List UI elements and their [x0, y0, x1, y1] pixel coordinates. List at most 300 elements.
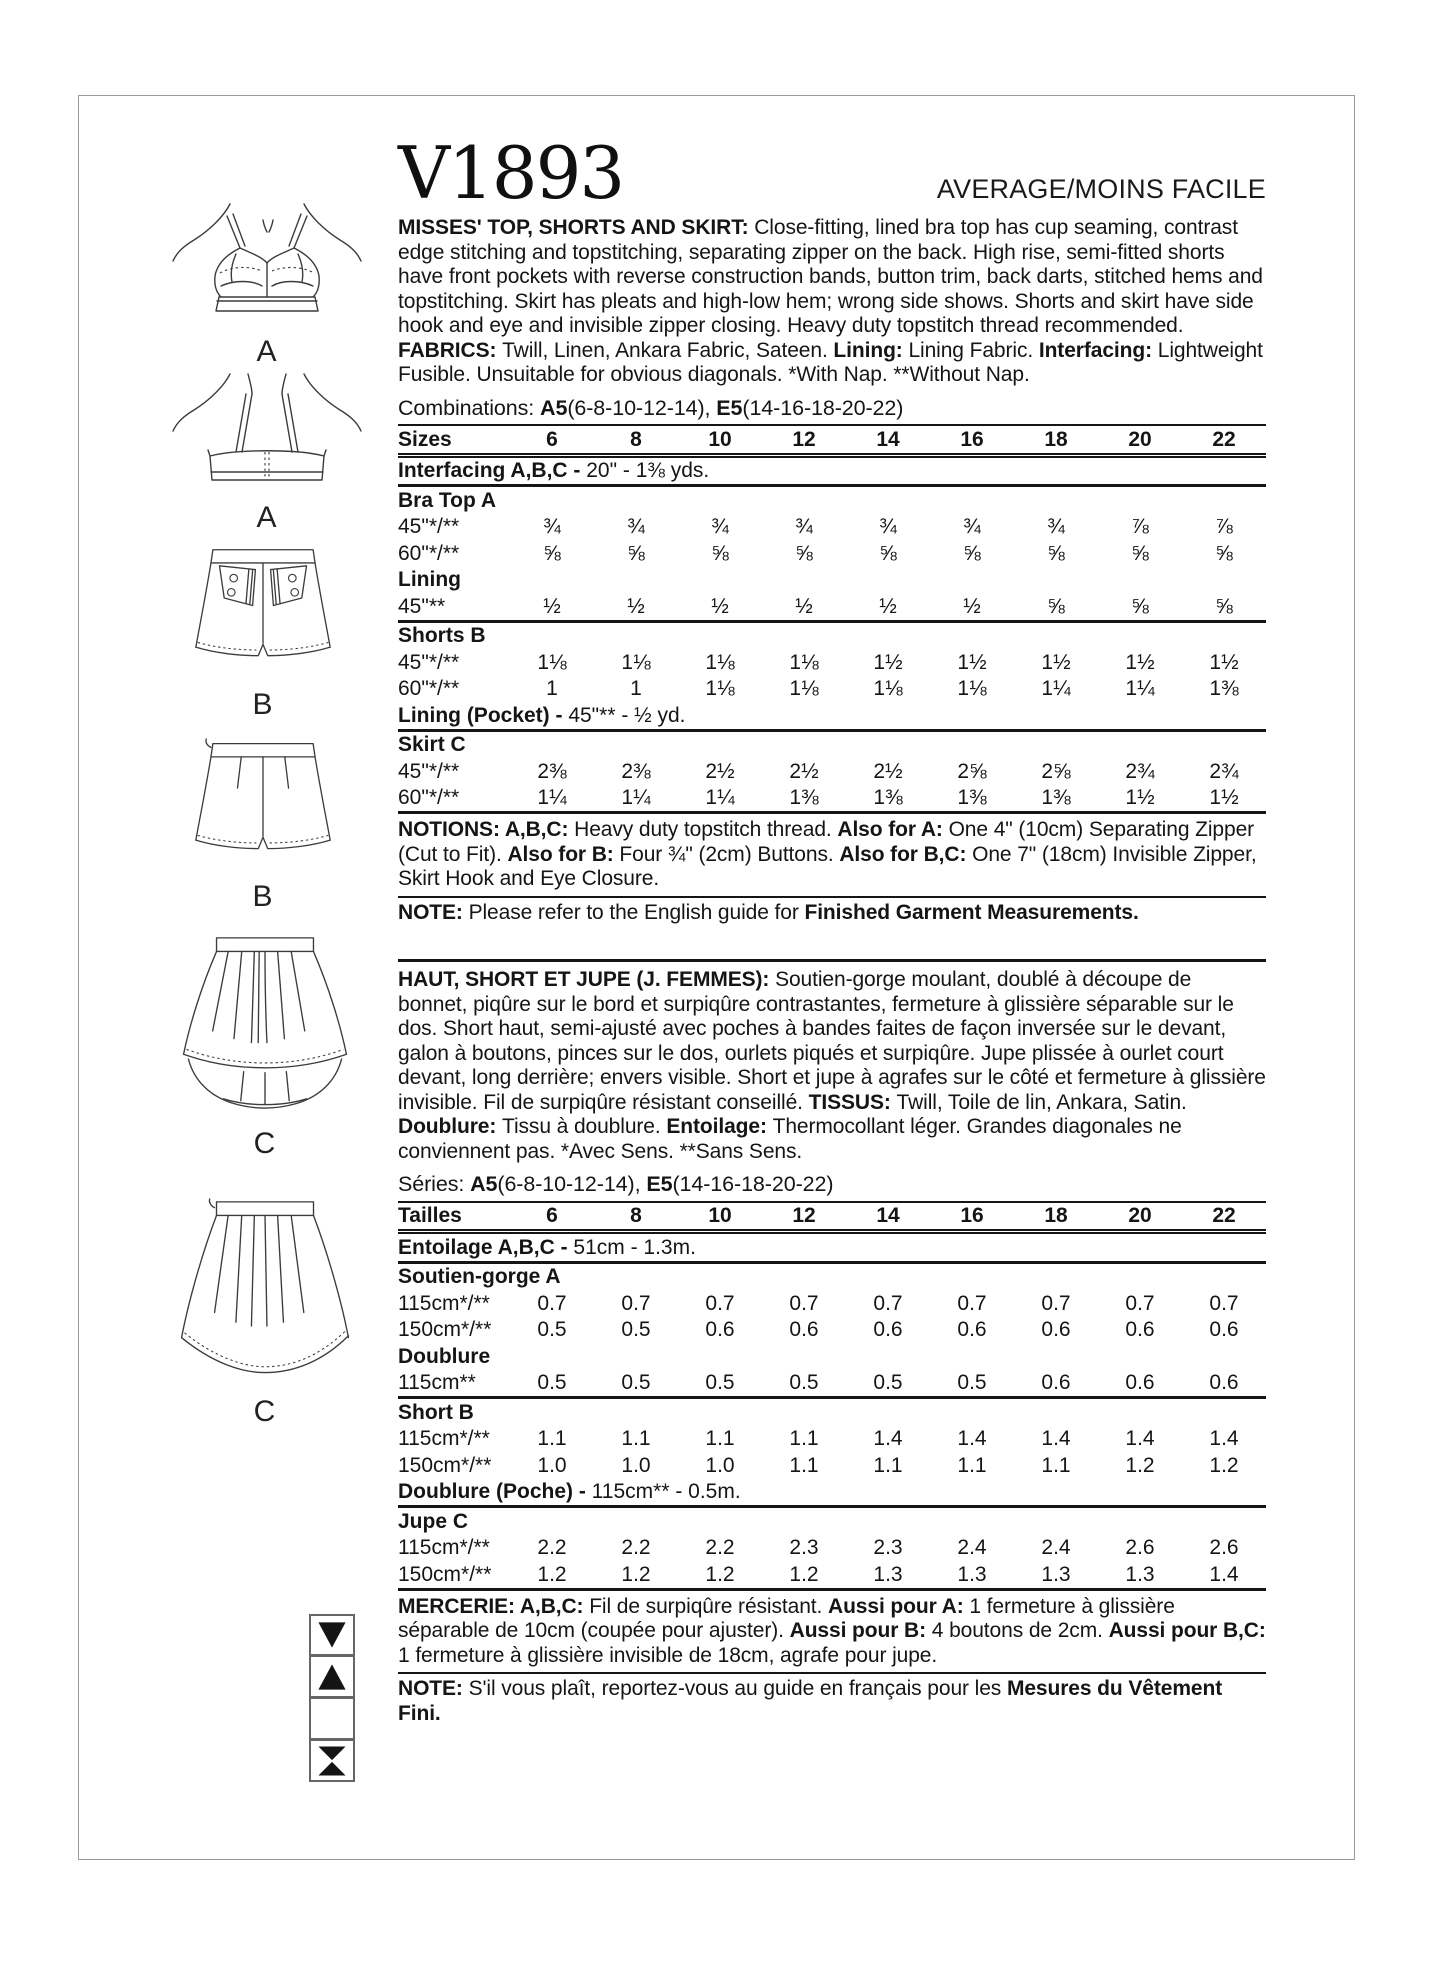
fabric-width-label: 150cm*/**: [398, 1453, 492, 1477]
garment-section-label: [398, 1398, 1266, 1426]
combinations-line: [398, 396, 1266, 421]
yardage-value: ⅝: [879, 541, 897, 565]
yardage-value: 1.4: [1209, 1427, 1239, 1451]
illustration-skirt-front: [162, 934, 368, 1161]
yardage-value: 1⅜: [762, 785, 846, 813]
bold-text-run: MERCERIE: A,B,C:: [398, 1594, 590, 1618]
table-row-section: [398, 1507, 1266, 1535]
view-label: C: [253, 1395, 277, 1428]
bold-text-run: NOTE:: [398, 900, 469, 924]
table-header-row: [398, 425, 1266, 455]
bra-top-back-drawing: [172, 372, 362, 498]
fabric-width-label: 150cm*/**: [398, 1318, 492, 1342]
yardage-value: ⅝: [963, 541, 981, 565]
fabric-width-label: 115cm**: [398, 1370, 510, 1398]
yardage-value: 1⅛: [957, 677, 987, 701]
yardage-value: 0.7: [537, 1291, 567, 1315]
yardage-value: 2.4: [957, 1536, 987, 1560]
size-column-header: 8: [594, 1202, 678, 1232]
notions-text: [398, 818, 1266, 898]
triangle-up-icon: [309, 1656, 355, 1698]
full-width-info: [398, 702, 1266, 730]
yardage-value: 0.5: [510, 1370, 594, 1398]
yardage-value: 1.4: [957, 1427, 987, 1451]
garment-section-label: [398, 621, 1266, 649]
bold-text-run: Aussi pour A:: [828, 1594, 970, 1618]
yardage-value: 2.6: [1209, 1536, 1239, 1560]
table-row-section: [398, 1398, 1266, 1426]
yardage-value: 2.2: [537, 1536, 567, 1560]
yardage-value: ¾: [711, 515, 729, 539]
bold-text-run: Aussi pour B,C:: [1108, 1619, 1266, 1642]
french-yardage-table: [398, 1201, 1266, 1591]
view-label: B: [252, 688, 274, 721]
english-description: [398, 216, 1266, 388]
yardage-value: 1.1: [957, 1453, 987, 1477]
bold-text-run: Doublure:: [398, 1115, 502, 1138]
skirt-front-drawing: [162, 934, 368, 1124]
yardage-value: 0.7: [1209, 1291, 1239, 1315]
yardage-value: 1.2: [1125, 1453, 1155, 1477]
yardage-value: 0.5: [762, 1370, 846, 1398]
yardage-value: 2½: [873, 759, 903, 783]
text-run: 1 fermeture à glissière invisible de 18cm, agrafe pour jupe.: [398, 1643, 938, 1667]
size-column-header: 12: [762, 425, 846, 455]
text-run: Twill, Linen, Ankara Fabric, Sateen.: [502, 338, 834, 362]
yardage-value: 1.2: [762, 1561, 846, 1589]
size-header-label: Sizes: [398, 425, 510, 455]
yardage-value: 0.5: [537, 1318, 567, 1342]
bold-text-run: Lining (Pocket) -: [398, 703, 569, 727]
view-label: C: [253, 1127, 277, 1160]
yardage-value: 1.0: [537, 1453, 567, 1477]
yardage-value: 0.6: [1209, 1318, 1239, 1342]
yardage-value: ¾: [879, 515, 897, 539]
size-column-header: 14: [846, 1202, 930, 1232]
yardage-value: 0.7: [873, 1291, 903, 1315]
table-row-data: [398, 1370, 1266, 1398]
yardage-value: 0.6: [789, 1318, 819, 1342]
pattern-number: V1893: [398, 131, 624, 215]
yardage-value: 0.7: [1125, 1291, 1155, 1315]
bold-text-run: E5: [716, 395, 743, 420]
table-row-section: [398, 1262, 1266, 1290]
text-run: 4 boutons de 2cm.: [931, 1619, 1109, 1642]
fabric-width-label: 60"*/**: [398, 677, 460, 701]
yardage-value: 1.4: [1125, 1427, 1155, 1451]
bold-text-run: Interfacing A,B,C -: [398, 459, 587, 483]
table-row-section: [398, 730, 1266, 758]
yardage-value: 1¼: [594, 785, 678, 813]
yardage-value: 1.1: [537, 1427, 567, 1451]
yardage-value: ⅝: [627, 541, 645, 565]
text-run: Please refer to the English guide for: [468, 900, 805, 924]
yardage-value: 1.2: [594, 1561, 678, 1589]
bold-text-run: Jupe C: [398, 1509, 469, 1533]
yardage-value: 1⅛: [789, 677, 819, 701]
yardage-value: 2.2: [705, 1536, 735, 1560]
bold-text-run: Doublure: [398, 1344, 491, 1368]
yardage-value: 1⅛: [621, 650, 651, 674]
yardage-value: 2¾: [1209, 759, 1239, 783]
bold-text-run: FABRICS:: [398, 338, 503, 362]
garment-section-label: [398, 567, 1266, 594]
full-width-info: [398, 1479, 1266, 1507]
yardage-value: 2⅝: [957, 759, 987, 783]
yardage-value: ½: [510, 593, 594, 621]
bold-text-run: Doublure (Poche) -: [398, 1480, 592, 1504]
yardage-value: ⅝: [1131, 541, 1149, 565]
yardage-value: 1.1: [1041, 1453, 1071, 1477]
yardage-value: ¾: [963, 515, 981, 539]
bold-text-run: Lining:: [833, 338, 909, 362]
yardage-value: 0.5: [678, 1370, 762, 1398]
shorts-back-drawing: [168, 737, 358, 877]
yardage-value: ⅝: [795, 541, 813, 565]
text-run: One 7" (18cm) Invisible Zipper, Skirt Hook and Eye Closure.: [398, 842, 1257, 890]
yardage-value: ¾: [795, 515, 813, 539]
yardage-value: 1.3: [930, 1561, 1014, 1589]
yardage-value: 0.7: [705, 1291, 735, 1315]
text-run: Combinations:: [398, 395, 541, 420]
text-run: Thermocollant léger. Grandes diagonales ne conviennent pas. *Avec Sens. **Sans Sens.: [398, 1115, 1182, 1163]
bold-text-run: Skirt C: [398, 733, 466, 757]
yardage-value: 1.3: [1014, 1561, 1098, 1589]
yardage-value: 0.6: [705, 1318, 735, 1342]
yardage-table: [398, 1201, 1266, 1591]
text-run: Lining Fabric.: [908, 338, 1039, 362]
text-run: Four ¾" (2cm) Buttons.: [619, 842, 840, 866]
text-run: (6-8-10-12-14),: [567, 395, 717, 420]
text-run: Fil de surpiqûre résistant.: [589, 1594, 828, 1618]
text-run: Close-fitting, lined bra top has cup seaming, contrast edge stitching and topstitching, separating zipper on the back. High rise, semi-fitted shorts have front pockets with reverse construction bands, button trim, back darts, stitched hems and topstitching. Skirt has pleats and high-low hem; wrong side shows. Shorts and skirt have side hook and eye and invisible zipper closing. Heavy duty topstitch thread recommended.: [398, 216, 1263, 337]
size-column-header: 22: [1182, 1202, 1266, 1232]
bold-text-run: Also for A:: [837, 818, 949, 841]
bold-text-run: Shorts B: [398, 624, 486, 648]
size-header-label: Tailles: [398, 1202, 510, 1232]
text-run: (6-8-10-12-14),: [497, 1172, 647, 1196]
bold-text-run: NOTE:: [398, 1677, 469, 1700]
yardage-value: 1¼: [1125, 677, 1155, 701]
table-row-info: [398, 702, 1266, 730]
yardage-value: 0.6: [957, 1318, 987, 1342]
yardage-value: 1.1: [621, 1427, 651, 1451]
yardage-value: 1.0: [621, 1453, 651, 1477]
bold-text-run: Lining: [398, 568, 461, 592]
table-row-data: [398, 785, 1266, 813]
yardage-value: ⅝: [1215, 541, 1233, 565]
yardage-value: 1.2: [678, 1561, 762, 1589]
yardage-value: 0.6: [1182, 1370, 1266, 1398]
yardage-value: 1¼: [678, 785, 762, 813]
yardage-value: 0.6: [1125, 1318, 1155, 1342]
yardage-value: 1⅛: [705, 677, 735, 701]
yardage-value: ⅝: [1182, 593, 1266, 621]
yardage-value: ⅝: [1014, 593, 1098, 621]
yardage-table: [398, 424, 1266, 814]
yardage-value: 1½: [873, 650, 903, 674]
yardage-value: 1: [630, 677, 642, 701]
yardage-value: 2¾: [1125, 759, 1155, 783]
yardage-value: ⅝: [543, 541, 561, 565]
yardage-value: 1⅜: [930, 785, 1014, 813]
view-label: A: [256, 335, 278, 368]
yardage-value: 1⅜: [1014, 785, 1098, 813]
table-row-section: [398, 621, 1266, 649]
mercerie-text: [398, 1595, 1266, 1675]
garment-section-label: [398, 486, 1266, 514]
size-column-header: 18: [1014, 1202, 1098, 1232]
yardage-value: 0.7: [789, 1291, 819, 1315]
table-row-data: [398, 1535, 1266, 1562]
fabric-width-label: 45"*/**: [398, 759, 460, 783]
text-run: Heavy duty topstitch thread.: [574, 818, 838, 841]
yardage-value: 1.2: [510, 1561, 594, 1589]
bold-text-run: Also for B,C:: [839, 842, 973, 866]
series-line: [398, 1172, 1266, 1197]
fabric-width-label: 115cm*/**: [398, 1427, 490, 1451]
illustration-shorts-back: [168, 737, 358, 914]
text-run: Lightweight Fusible. Unsuitable for obvious diagonals. *With Nap. **Without Nap.: [398, 338, 1263, 386]
yardage-value: 0.6: [1098, 1370, 1182, 1398]
text-run: 51cm - 1.3m.: [573, 1235, 696, 1259]
fabric-width-label: 60"*/**: [398, 785, 510, 813]
triangle-down-icon: [309, 1614, 355, 1656]
bold-text-run: Mesures du Vêtement Fini.: [398, 1677, 1223, 1725]
skirt-back-drawing: [162, 1198, 368, 1392]
size-column-header: 18: [1014, 425, 1098, 455]
garment-section-label: [398, 1343, 1266, 1370]
fabric-width-label: 45"*/**: [398, 515, 460, 539]
table-row-info: [398, 455, 1266, 486]
hourglass-icon: [309, 1740, 355, 1782]
yardage-value: ⅞: [1215, 515, 1233, 539]
yardage-value: 2.3: [873, 1536, 903, 1560]
nap-symbols: [309, 1614, 355, 1782]
yardage-value: 0.5: [930, 1370, 1014, 1398]
yardage-value: 1¼: [510, 785, 594, 813]
bold-text-run: Entoilage A,B,C -: [398, 1235, 574, 1259]
table-row-data: [398, 758, 1266, 785]
yardage-value: 1.1: [789, 1453, 819, 1477]
english-yardage-table: [398, 424, 1266, 814]
size-column-header: 22: [1182, 425, 1266, 455]
yardage-value: 1.4: [873, 1427, 903, 1451]
yardage-value: 1: [546, 677, 558, 701]
yardage-value: ¾: [627, 515, 645, 539]
table-row-data: [398, 1452, 1266, 1479]
illustration-bra-top-front: [172, 200, 362, 369]
text-run: S'il vous plaît, reportez-vous au guide en français pour les: [468, 1677, 1007, 1700]
yardage-value: 2⅝: [1041, 759, 1071, 783]
yardage-value: 0.7: [957, 1291, 987, 1315]
yardage-value: 0.6: [1014, 1370, 1098, 1398]
bold-text-run: Bra Top A: [398, 488, 496, 512]
fabric-width-label: 45"*/**: [398, 650, 460, 674]
bold-text-run: A5: [470, 1172, 498, 1196]
bold-text-run: A5: [540, 395, 568, 420]
yardage-value: 0.5: [846, 1370, 930, 1398]
yardage-value: 1.4: [1041, 1427, 1071, 1451]
illustration-bra-top-back: [172, 372, 362, 535]
garment-section-label: [398, 730, 1266, 758]
yardage-value: 0.6: [873, 1318, 903, 1342]
size-column-header: 14: [846, 425, 930, 455]
size-column-header: 16: [930, 425, 1014, 455]
fabric-width-label: 45"**: [398, 593, 510, 621]
text-run: 20" - 1⅜ yds.: [586, 459, 710, 483]
yardage-value: ⅝: [1098, 593, 1182, 621]
title-row: [398, 131, 1266, 215]
bold-text-run: Aussi pour B:: [789, 1619, 932, 1642]
view-label: A: [256, 501, 278, 534]
bold-text-run: HAUT, SHORT ET JUPE (J. FEMMES):: [398, 968, 776, 991]
text-run: Twill, Toile de lin, Ankara, Satin.: [896, 1090, 1187, 1114]
yardage-value: 2.6: [1125, 1536, 1155, 1560]
bold-text-run: TISSUS:: [808, 1090, 897, 1114]
yardage-value: 2½: [705, 759, 735, 783]
yardage-value: 2.4: [1041, 1536, 1071, 1560]
yardage-value: 1½: [1209, 650, 1239, 674]
table-row-data: [398, 1290, 1266, 1317]
bold-text-run: Soutien-gorge A: [398, 1265, 561, 1289]
size-column-header: 20: [1098, 1202, 1182, 1232]
yardage-value: 1.3: [846, 1561, 930, 1589]
yardage-value: 1.2: [1209, 1453, 1239, 1477]
yardage-value: 1⅜: [846, 785, 930, 813]
table-row-section: [398, 1343, 1266, 1370]
illustration-skirt-back: [162, 1198, 368, 1429]
yardage-value: 0.7: [621, 1291, 651, 1315]
yardage-value: 1.1: [705, 1427, 735, 1451]
table-row-data: [398, 649, 1266, 676]
yardage-value: 1⅜: [1209, 677, 1239, 701]
yardage-value: 1⅛: [537, 650, 567, 674]
table-row-data: [398, 1317, 1266, 1344]
yardage-value: ½: [930, 593, 1014, 621]
yardage-value: 1.4: [1182, 1561, 1266, 1589]
text-run: Soutien-gorge moulant, doublé à découpe de bonnet, piqûre sur le bord et surpiqûre contrastantes, fermeture à glissière séparable sur le dos. Short haut, semi-ajusté avec poches à bandes faites de façon inversée sur le devant, galon à boutons, pinces sur le dos, ourlets piqués et surpiqûre. Jupe plissée à ourlet court devant, long derrière; envers visible. Short et jupe à agrafes sur le côté et fermeture à glissière invisible. Fil de surpiqûre résistant conseillé.: [398, 968, 1266, 1114]
yardage-value: 1.1: [873, 1453, 903, 1477]
yardage-value: 2.3: [789, 1536, 819, 1560]
yardage-value: 0.6: [1041, 1318, 1071, 1342]
bold-text-run: MISSES' TOP, SHORTS AND SKIRT:: [398, 216, 755, 239]
yardage-value: 0.5: [594, 1370, 678, 1398]
table-row-data: [398, 514, 1266, 541]
yardage-value: 1⅛: [789, 650, 819, 674]
size-column-header: 10: [678, 425, 762, 455]
illustration-shorts-front: [168, 545, 358, 722]
size-column-header: 6: [510, 1202, 594, 1232]
yardage-value: 1.3: [1098, 1561, 1182, 1589]
yardage-value: 1½: [957, 650, 987, 674]
bold-text-run: Finished Garment Measurements.: [804, 900, 1139, 924]
difficulty-level: AVERAGE/MOINS FACILE: [936, 174, 1266, 204]
bold-text-run: Also for B:: [507, 842, 620, 866]
table-row-section: [398, 567, 1266, 594]
yardage-value: 1½: [1182, 785, 1266, 813]
size-column-header: 20: [1098, 425, 1182, 455]
yardage-value: 0.7: [1041, 1291, 1071, 1315]
yardage-value: 1.0: [705, 1453, 735, 1477]
size-column-header: 10: [678, 1202, 762, 1232]
fabric-width-label: 115cm*/**: [398, 1536, 490, 1560]
yardage-value: ½: [762, 593, 846, 621]
table-row-section: [398, 486, 1266, 514]
yardage-value: 1½: [1041, 650, 1071, 674]
fabric-width-label: 60"*/**: [398, 541, 460, 565]
table-row-data: [398, 1426, 1266, 1453]
yardage-value: 1½: [1098, 785, 1182, 813]
garment-section-label: [398, 1262, 1266, 1290]
french-note: [398, 1677, 1266, 1726]
view-label: B: [252, 880, 274, 913]
bold-text-run: NOTIONS: A,B,C:: [398, 818, 575, 841]
text-run: One 4" (10cm) Separating Zipper (Cut to Fit).: [398, 818, 1255, 866]
yardage-value: ½: [594, 593, 678, 621]
text-run: (14-16-18-20-22): [672, 1172, 834, 1196]
empty-symbol-cell: [309, 1698, 355, 1740]
table-row-data: [398, 593, 1266, 621]
garment-section-label: [398, 1507, 1266, 1535]
yardage-value: ⅝: [711, 541, 729, 565]
bold-text-run: Entoilage:: [666, 1115, 773, 1138]
size-column-header: 12: [762, 1202, 846, 1232]
yardage-value: 2.2: [621, 1536, 651, 1560]
bra-top-front-drawing: [172, 200, 362, 332]
text-run: Tissu à doublure.: [502, 1115, 667, 1138]
yardage-value: 2⅜: [537, 759, 567, 783]
shorts-front-drawing: [168, 545, 358, 685]
yardage-value: ¾: [543, 515, 561, 539]
table-row-info: [398, 1232, 1266, 1263]
bold-text-run: Interfacing:: [1038, 338, 1158, 362]
yardage-value: 0.5: [621, 1318, 651, 1342]
yardage-value: ⅝: [1047, 541, 1065, 565]
table-header-row: [398, 1202, 1266, 1232]
main-text-column: [398, 131, 1266, 1726]
yardage-value: ⅞: [1131, 515, 1149, 539]
table-row-data: [398, 676, 1266, 703]
yardage-value: ½: [678, 593, 762, 621]
table-row-info: [398, 1479, 1266, 1507]
text-run: 115cm** - 0.5m.: [591, 1480, 741, 1504]
yardage-value: 1½: [1125, 650, 1155, 674]
english-note: [398, 901, 1266, 926]
full-width-info: [398, 1232, 1266, 1263]
fabric-width-label: 115cm*/**: [398, 1291, 490, 1315]
french-description: [398, 959, 1266, 1164]
size-column-header: 8: [594, 425, 678, 455]
yardage-value: 1⅛: [873, 677, 903, 701]
yardage-value: 1.1: [789, 1427, 819, 1451]
full-width-info: [398, 455, 1266, 486]
yardage-value: 2⅜: [621, 759, 651, 783]
text-run: 1 fermeture à glissière séparable de 10cm (coupée pour ajuster).: [398, 1594, 1175, 1642]
yardage-value: 1¼: [1041, 677, 1071, 701]
yardage-value: ½: [846, 593, 930, 621]
text-run: Séries:: [398, 1172, 471, 1196]
text-run: 45"** - ½ yd.: [568, 703, 686, 727]
size-column-header: 6: [510, 425, 594, 455]
table-row-data: [398, 540, 1266, 567]
fabric-width-label: 150cm*/**: [398, 1561, 510, 1589]
yardage-value: ¾: [1047, 515, 1065, 539]
size-column-header: 16: [930, 1202, 1014, 1232]
text-run: (14-16-18-20-22): [742, 395, 904, 420]
yardage-value: 2½: [789, 759, 819, 783]
bold-text-run: E5: [646, 1172, 673, 1196]
